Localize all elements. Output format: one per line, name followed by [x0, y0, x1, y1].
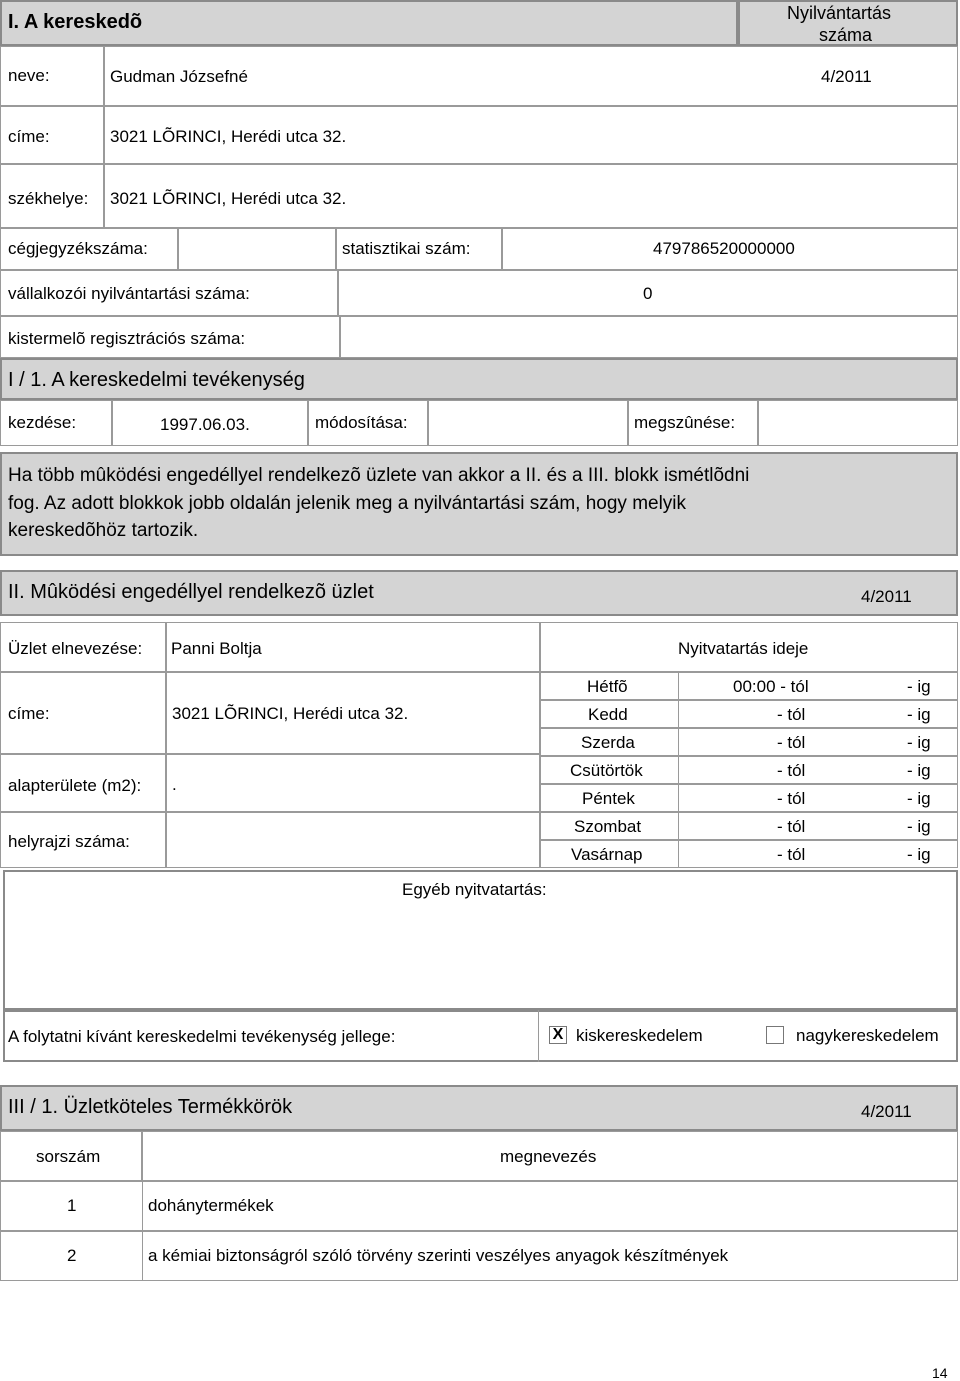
modify-value-cell	[428, 400, 628, 446]
row-number: 2	[67, 1246, 77, 1265]
name-label: neve:	[8, 66, 50, 85]
hours-day-divider	[678, 672, 679, 868]
other-hours-label: Egyéb nyitvatartás:	[402, 880, 547, 899]
hours-day: Péntek	[582, 789, 635, 808]
hours-day: Szombat	[574, 817, 642, 836]
parcel-label: helyrajzi száma:	[8, 832, 130, 851]
seat-value: 3021 LÕRINCI, Herédi utca 32.	[110, 189, 347, 208]
notice-line-1: Ha több mûködési engedéllyel rendelkezõ üzlete van akkor a II. és a III. blokk ismétlõdni	[8, 465, 750, 486]
reg-label-line2: száma	[819, 25, 873, 45]
smallholder-value-cell	[340, 316, 958, 358]
activity-label: A folytatni kívánt kereskedelmi tevékenység jellege:	[8, 1027, 396, 1046]
seat-label: székhelye:	[8, 189, 89, 208]
hours-from: - tól	[777, 845, 806, 864]
retail-checkbox[interactable]: X	[549, 1026, 567, 1044]
company-reg-value-cell	[178, 228, 336, 270]
stat-value: 479786520000000	[653, 239, 795, 258]
hours-from: 00:00 - tól	[733, 677, 809, 696]
row-number: 1	[67, 1196, 77, 1215]
hours-from: - tól	[777, 705, 806, 724]
hours-from: - tól	[777, 817, 806, 836]
col-number-header: sorszám	[36, 1147, 101, 1166]
hours-day: Kedd	[588, 705, 628, 724]
area-label: alapterülete (m2):	[8, 776, 142, 795]
hours-day: Szerda	[581, 733, 635, 752]
smallholder-label: kistermelõ regisztrációs száma:	[8, 329, 246, 348]
reg-label-line1: Nyilvántartás	[787, 3, 892, 23]
section-2-title: II. Mûködési engedéllyel rendelkezõ üzlet	[8, 581, 374, 603]
hours-to: - ig	[907, 705, 931, 724]
hours-to: - ig	[907, 845, 931, 864]
hours-to: - ig	[907, 733, 931, 752]
wholesale-checkbox[interactable]	[766, 1026, 784, 1044]
name-value: Gudman Józsefné	[110, 67, 248, 86]
end-value-cell	[758, 400, 958, 446]
row-name: a kémiai biztonságról szóló törvény szerinti veszélyes anyagok készítmények	[148, 1246, 729, 1265]
shop-address-label: címe:	[8, 704, 50, 723]
end-label: megszûnése:	[634, 413, 736, 432]
entrepreneur-value: 0	[643, 284, 653, 303]
section-3-1-title: III / 1. Üzletköteles Termékkörök	[8, 1096, 293, 1118]
section-3-1-reg-number: 4/2011	[861, 1102, 912, 1121]
page-number: 14	[932, 1365, 948, 1381]
start-value: 1997.06.03.	[160, 415, 250, 434]
wholesale-label: nagykereskedelem	[796, 1026, 939, 1045]
shop-name-label: Üzlet elnevezése:	[8, 639, 143, 658]
stat-label: statisztikai szám:	[342, 239, 471, 258]
shop-name-value: Panni Boltja	[171, 639, 262, 658]
row-name: dohánytermékek	[148, 1196, 274, 1215]
section-2-reg-number: 4/2011	[861, 587, 912, 606]
hours-to: - ig	[907, 789, 931, 808]
hours-day: Csütörtök	[570, 761, 643, 780]
address-label: címe:	[8, 127, 50, 146]
activity-divider	[538, 1010, 539, 1062]
hours-from: - tól	[777, 789, 806, 808]
hours-to: - ig	[907, 817, 931, 836]
modify-label: módosítása:	[315, 413, 408, 432]
hours-day: Hétfõ	[587, 677, 628, 696]
shop-address-value: 3021 LÕRINCI, Herédi utca 32.	[172, 704, 409, 723]
notice-line-3: kereskedõhöz tartozik.	[8, 520, 199, 541]
hours-to: - ig	[907, 761, 931, 780]
address-value: 3021 LÕRINCI, Herédi utca 32.	[110, 127, 347, 146]
notice-line-2: fog. Az adott blokkok jobb oldalán jelenik meg a nyilvántartási szám, hogy melyik	[8, 493, 687, 514]
company-reg-label: cégjegyzékszáma:	[8, 239, 148, 258]
opening-header: Nyitvatartás ideje	[678, 639, 809, 658]
reg-number: 4/2011	[821, 67, 872, 86]
section-1-1-title: I / 1. A kereskedelmi tevékenység	[8, 369, 305, 391]
col-name-header: megnevezés	[500, 1147, 597, 1166]
hours-day: Vasárnap	[571, 845, 643, 864]
parcel-value-cell	[166, 812, 540, 868]
start-label: kezdése:	[8, 413, 77, 432]
hours-from: - tól	[777, 733, 806, 752]
hours-from: - tól	[777, 761, 806, 780]
table-row	[0, 1181, 958, 1231]
area-value-cell	[166, 754, 540, 812]
area-value: .	[172, 775, 177, 794]
hours-to: - ig	[907, 677, 931, 696]
retail-label: kiskereskedelem	[576, 1026, 703, 1045]
section-1-title: I. A kereskedõ	[8, 11, 143, 33]
entrepreneur-label: vállalkozói nyilvántartási száma:	[8, 284, 250, 303]
